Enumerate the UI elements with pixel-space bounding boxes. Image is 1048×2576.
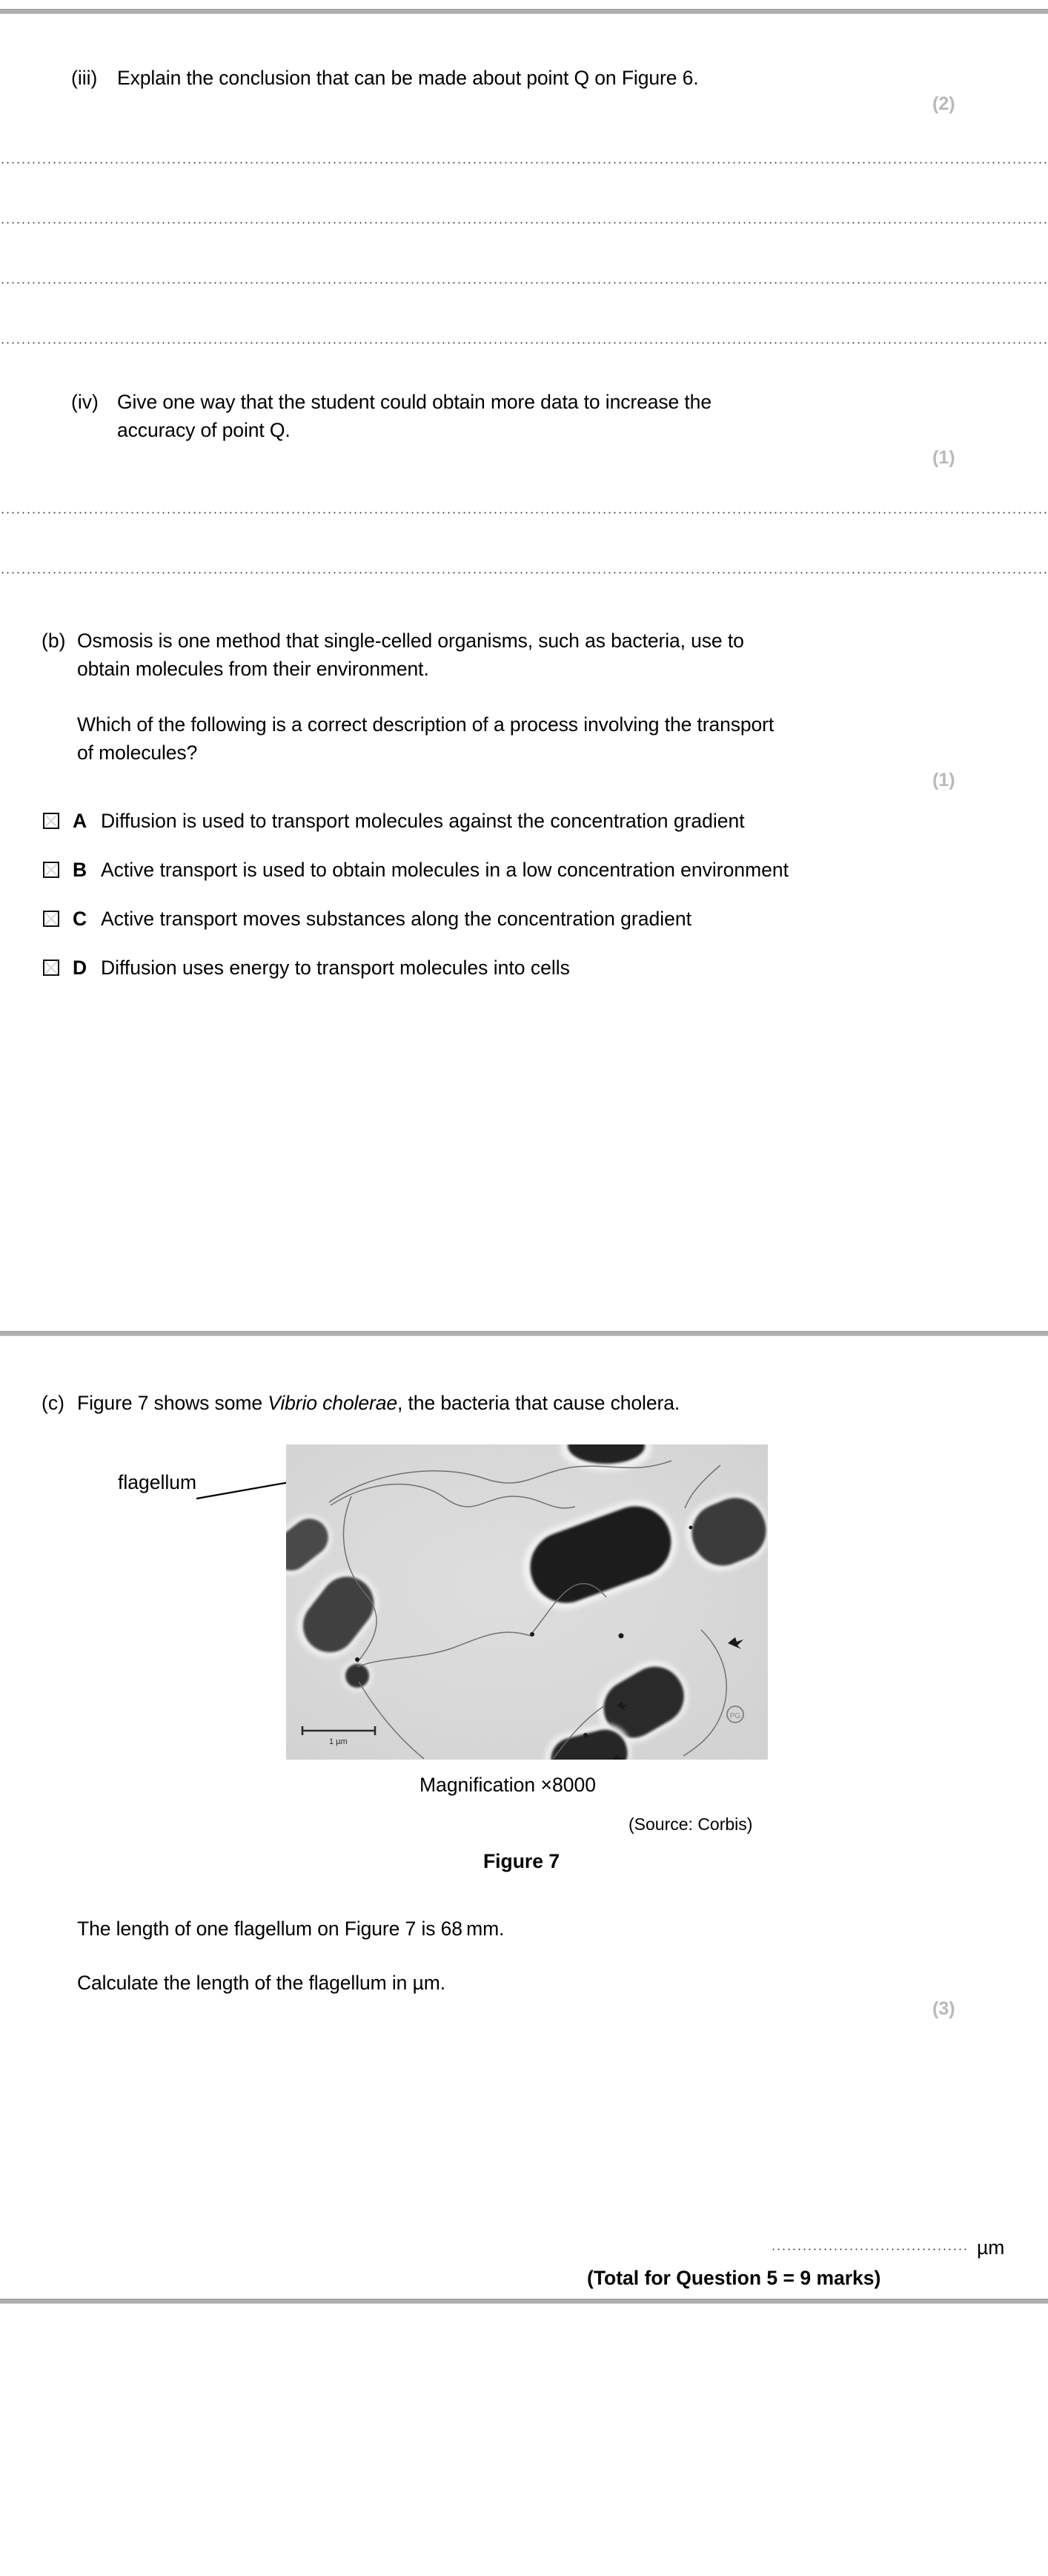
mc-letter-a: A — [73, 810, 87, 832]
flagellum-callout-label: flagellum — [118, 1471, 197, 1493]
mc-option-d[interactable] — [0, 955, 1048, 988]
part-c-intro-pre: Figure 7 shows some — [77, 1392, 268, 1414]
part-b-question-line2: of molecules? — [77, 742, 198, 764]
answer-line[interactable] — [0, 512, 1048, 514]
page-top-rule — [0, 9, 1048, 14]
figure-7-caption: Figure 7 — [483, 1850, 560, 1872]
mc-text-b: Active transport is used to obtain molecules in a low concentration environment — [101, 859, 789, 881]
part-b-label: (b) — [42, 630, 66, 652]
answer-line[interactable] — [0, 572, 1048, 574]
question-iv-text-line1: Give one way that the student could obtain more data to increase the — [117, 391, 712, 413]
mc-text-c: Active transport moves substances along the concentration gradient — [101, 908, 692, 930]
part-c-label: (c) — [42, 1392, 64, 1414]
figure-7-micrograph — [286, 1444, 768, 1760]
checkbox-option-a[interactable] — [43, 813, 59, 829]
question-iv-label: (iv) — [71, 391, 99, 413]
species-name: Vibrio cholerae — [268, 1392, 398, 1414]
part-b-question-line1: Which of the following is a correct description of a process involving the transport — [77, 713, 775, 736]
calculation-answer-line[interactable] — [771, 2248, 969, 2250]
mc-letter-b: B — [73, 859, 87, 881]
answer-unit-label: µm — [977, 2236, 1005, 2259]
answer-line[interactable] — [0, 282, 1048, 284]
mc-option-b[interactable] — [0, 857, 1048, 890]
calculate-instruction: Calculate the length of the flagellum in µm. — [77, 1972, 445, 1994]
answer-line[interactable] — [0, 342, 1048, 344]
scale-bar-label: 1 µm — [329, 1737, 348, 1746]
question-total-marks: (Total for Question 5 = 9 marks) — [587, 2267, 881, 2289]
checkbox-option-d[interactable] — [43, 960, 59, 976]
question-iv-text-line2: accuracy of point Q. — [117, 419, 291, 441]
mc-text-d: Diffusion uses energy to transport molecules into cells — [101, 957, 570, 979]
answer-line[interactable] — [0, 222, 1048, 224]
part-c-intro — [77, 1389, 996, 1417]
part-c-intro-post: , the bacteria that cause cholera. — [397, 1392, 680, 1414]
mc-option-a[interactable] — [0, 808, 1048, 841]
checkbox-option-b[interactable] — [43, 862, 59, 878]
question-iii-label: (iii) — [71, 67, 98, 89]
part-b-marks: (1) — [932, 770, 955, 790]
question-iv-marks: (1) — [932, 447, 955, 468]
mc-letter-d: D — [73, 957, 87, 979]
flagellum-length-statement: The length of one flagellum on Figure 7 is 68 mm. — [77, 1918, 505, 1940]
page-bottom-rule — [0, 2299, 1048, 2304]
question-iii-text: Explain the conclusion that can be made about point Q on Figure 6. — [117, 67, 699, 89]
page-break-rule — [0, 1331, 1048, 1336]
mc-text-a: Diffusion is used to transport molecules against the concentration gradient — [101, 810, 745, 832]
micrograph-image — [286, 1444, 768, 1760]
flagellum-leader-line — [196, 1479, 289, 1505]
magnification-caption: Magnification ×8000 — [419, 1774, 596, 1796]
answer-line[interactable] — [0, 162, 1048, 164]
part-b-stem-line1: Osmosis is one method that single-celled organisms, such as bacteria, use to — [77, 630, 744, 652]
svg-text:PG: PG — [729, 1712, 741, 1720]
mc-option-c[interactable] — [0, 906, 1048, 939]
part-c-marks: (3) — [932, 1998, 955, 2019]
checkbox-option-c[interactable] — [43, 911, 59, 927]
question-iii-marks: (2) — [932, 93, 955, 114]
mc-letter-c: C — [73, 908, 87, 930]
source-caption: (Source: Corbis) — [629, 1814, 753, 1834]
part-b-stem-line2: obtain molecules from their environment. — [77, 658, 429, 680]
